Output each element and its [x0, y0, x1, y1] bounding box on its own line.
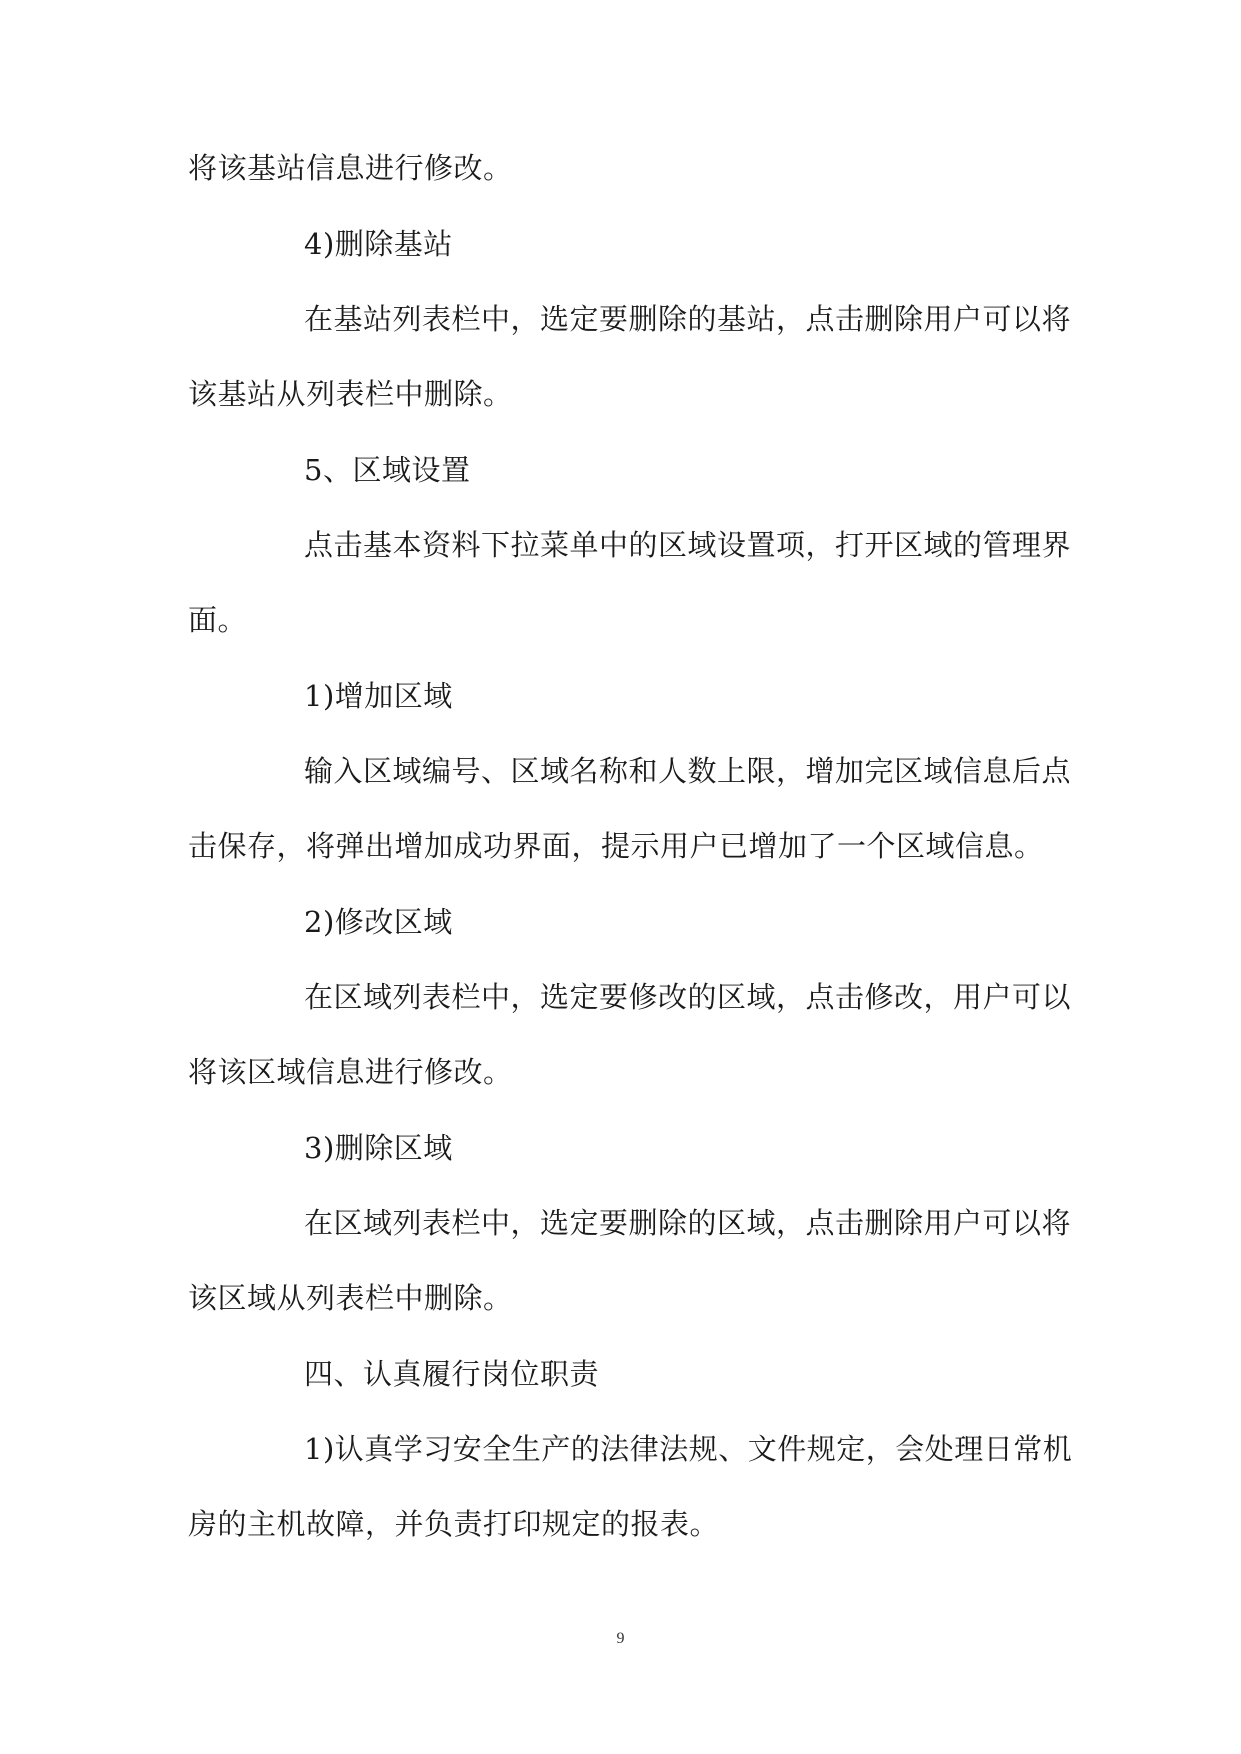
paragraph-line: 在基站列表栏中，选定要删除的基站，点击删除用户可以将 — [304, 302, 1072, 336]
subheading: 4)删除基站 — [304, 227, 453, 261]
paragraph-line: 输入区域编号、区域名称和人数上限，增加完区域信息后点 — [304, 754, 1072, 788]
subheading: 2)修改区域 — [304, 905, 453, 939]
paragraph-line: 点击基本资料下拉菜单中的区域设置项，打开区域的管理界 — [304, 528, 1072, 562]
paragraph-line: 将该基站信息进行修改。 — [188, 151, 513, 185]
paragraph-line: 该区域从列表栏中删除。 — [188, 1281, 513, 1315]
paragraph-line: 击保存，将弹出增加成功界面，提示用户已增加了一个区域信息。 — [188, 829, 1044, 863]
subheading: 3)删除区域 — [304, 1131, 453, 1165]
paragraph-line: 房的主机故障，并负责打印规定的报表。 — [188, 1507, 720, 1541]
paragraph-line: 1)认真学习安全生产的法律法规、文件规定，会处理日常机 — [304, 1432, 1073, 1466]
section-heading: 5、区域设置 — [304, 453, 471, 487]
paragraph-line: 在区域列表栏中，选定要修改的区域，点击修改，用户可以 — [304, 980, 1072, 1014]
paragraph-line: 将该区域信息进行修改。 — [188, 1055, 513, 1089]
paragraph-line: 面。 — [188, 603, 248, 637]
subheading: 1)增加区域 — [304, 679, 453, 713]
section-heading: 四、认真履行岗位职责 — [304, 1357, 600, 1391]
paragraph-line: 该基站从列表栏中删除。 — [188, 377, 513, 411]
paragraph-line: 在区域列表栏中，选定要删除的区域，点击删除用户可以将 — [304, 1206, 1072, 1240]
page-number: 9 — [616, 1630, 625, 1647]
